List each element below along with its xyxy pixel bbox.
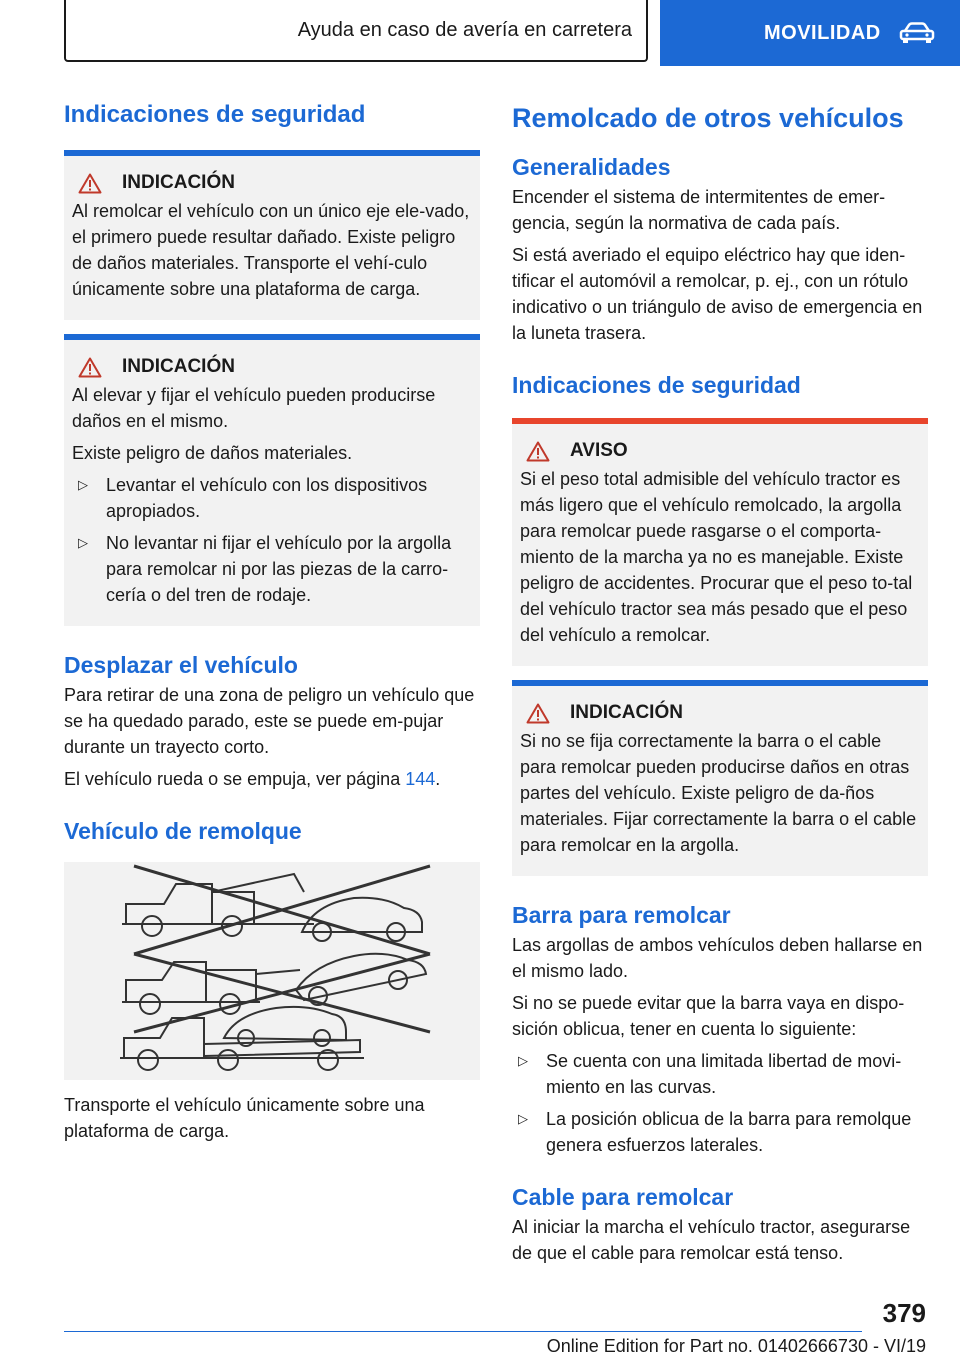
paragraph: Al iniciar la marcha el vehículo tractor, asegurarse de que el cable para remolcar está tenso. <box>512 1217 911 1263</box>
list-item: ▷ Se cuenta con una limitada libertad de movi-miento en las curvas. <box>512 1048 928 1100</box>
warning-box <box>512 418 928 666</box>
heading-generalidades: Generalidades <box>512 154 671 180</box>
edition-footer: Online Edition for Part no. 01402666730 - VI/19 <box>546 1336 926 1356</box>
paragraph-page-ref: El vehículo rueda o se empuja, ver página 144. <box>64 769 441 789</box>
heading-seguridad: Indicaciones de seguridad <box>512 372 801 398</box>
warning-icon <box>78 357 102 378</box>
towing-illustration <box>64 862 480 1080</box>
note-box-3 <box>512 680 928 876</box>
note-text: Existe peligro de daños materiales. <box>72 443 353 463</box>
note-box-1 <box>64 150 480 320</box>
page-link[interactable]: 144 <box>405 769 436 789</box>
warning-icon <box>78 173 102 194</box>
paragraph: Encender el sistema de intermitentes de emer-gencia, según la normativa de cada país. <box>512 187 886 233</box>
heading-remolque: Vehículo de remolque <box>64 818 302 844</box>
figure-caption: Transporte el vehículo únicamente sobre una plataforma de carga. <box>64 1095 425 1141</box>
note-text: Al remolcar el vehículo con un único eje ele-vado, el primero puede resultar dañado. Existe peligro de daños materiales. Transporte el vehí-culo únicamente sobre una plataforma de carga. <box>72 201 470 299</box>
bullet-list <box>72 472 472 608</box>
note-title: INDICACIÓN <box>78 356 472 378</box>
paragraph: Si no se puede evitar que la barra vaya en dispo-sición oblicua, tener en cuenta lo siguiente: <box>512 993 905 1039</box>
section-title: MOVILIDAD <box>764 21 881 44</box>
section-tab <box>660 0 960 66</box>
heading-desplazar: Desplazar el vehículo <box>64 652 298 678</box>
note-title: INDICACIÓN <box>526 702 920 724</box>
note-text: Si no se fija correctamente la barra o el cable para remolcar pueden producirse daños en otras partes del vehículo. Existe peligro de da-ños materiales. Fijar correctamente la barra o el cable para remolcar en la argolla. <box>520 731 917 855</box>
list-item: ▷ La posición oblicua de la barra para remolque genera esfuerzos laterales. <box>512 1106 928 1158</box>
note-title: INDICACIÓN <box>78 172 472 194</box>
bullet-list <box>512 1048 928 1158</box>
note-text: Si el peso total admisible del vehículo tractor es más ligero que el vehículo remolcado, la argolla para remolcar puede rasgarse o el comporta-miento de la marcha ya no es manejable. Existe peligro de accidentes. Procurar que el peso to-tal del vehículo tractor sea más pesado que el peso del vehículo a remolcar. <box>520 469 913 645</box>
heading-cable: Cable para remolcar <box>512 1184 734 1210</box>
note-text: Al elevar y fijar el vehículo pueden producirse daños en el mismo. <box>72 385 436 431</box>
note-title: AVISO <box>526 440 920 462</box>
left-column <box>64 98 480 1150</box>
warning-icon <box>526 703 550 724</box>
chapter-title: Ayuda en caso de avería en carretera <box>297 18 632 41</box>
heading-barra: Barra para remolcar <box>512 902 731 928</box>
note-box-2 <box>64 334 480 626</box>
footer-divider <box>64 1331 862 1332</box>
paragraph: Para retirar de una zona de peligro un vehículo que se ha quedado parado, este se puede em-pujar durante un trayecto corto. <box>64 685 475 757</box>
warning-icon <box>526 441 550 462</box>
right-column <box>512 98 928 1272</box>
car-icon <box>899 22 935 44</box>
paragraph: Las argollas de ambos vehículos deben hallarse en el mismo lado. <box>512 935 923 981</box>
list-item: ▷ No levantar ni fijar el vehículo por la argolla para remolcar ni por las piezas de la carro-cería o del tren de rodaje. <box>72 530 472 608</box>
chapter-header <box>64 0 648 62</box>
paragraph: Si está averiado el equipo eléctrico hay que iden-tificar el automóvil a remolcar, p. ej., con un rótulo indicativo o un triángulo de aviso de emergencia en la luneta trasera. <box>512 245 923 343</box>
tow-truck-figure <box>64 862 480 1080</box>
heading-safety: Indicaciones de seguridad <box>64 101 366 128</box>
page-number: 379 <box>882 1298 926 1328</box>
heading-remolcado: Remolcado de otros vehículos <box>512 103 904 133</box>
list-item: ▷ Levantar el vehículo con los dispositivos apropiados. <box>72 472 472 524</box>
